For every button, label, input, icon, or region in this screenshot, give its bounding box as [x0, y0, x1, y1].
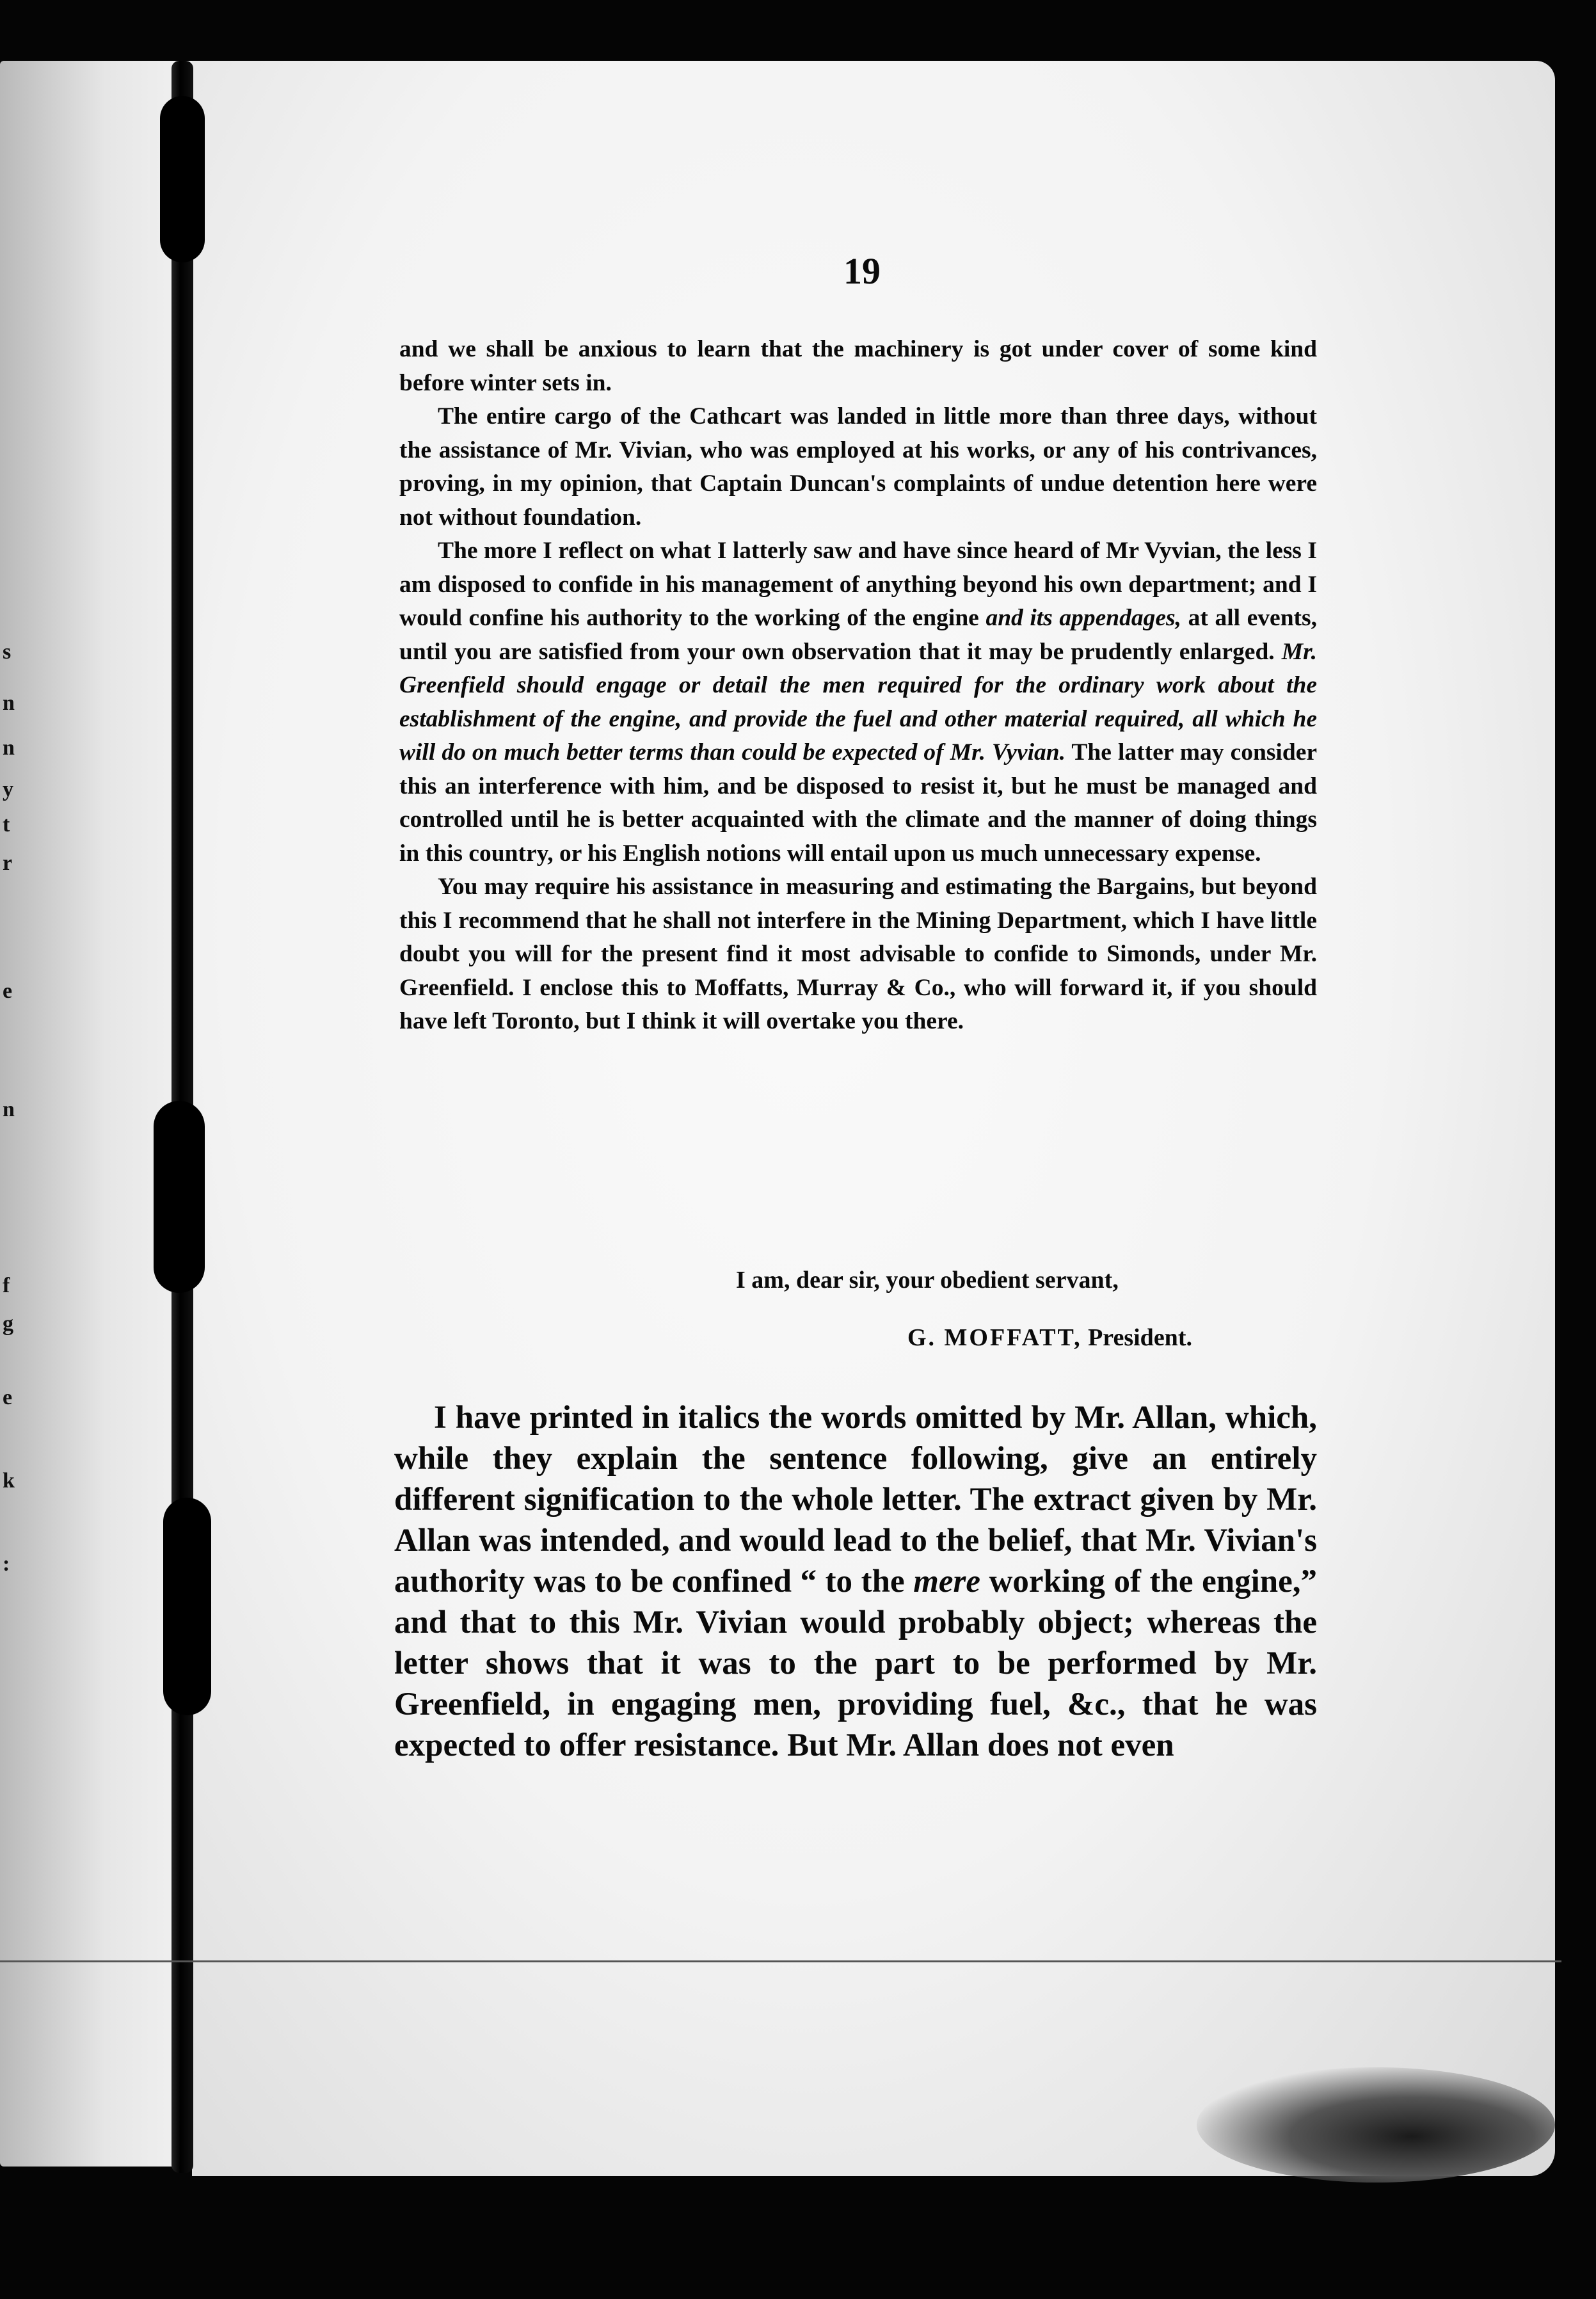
- scan-artifact-line: [0, 1960, 1561, 1962]
- left-fragment: n: [3, 691, 15, 715]
- page-stain: [1197, 2067, 1555, 2183]
- letter-closing: I am, dear sir, your obedient servant,: [736, 1267, 1119, 1294]
- signature-name: G. MOFFATT,: [907, 1324, 1082, 1351]
- letter-text: at all events, until you are satisfied from your own observation that it may be prudently enlarged.: [399, 605, 1318, 665]
- left-fragment: r: [3, 851, 13, 875]
- binding-knot-top: [160, 96, 205, 262]
- left-fragment: n: [3, 736, 15, 760]
- commentary-text: working of the engine,” and that to this Mr. Vivian would probably object; whereas the letter shows that it was to the part to be performed by Mr. Greenfield, in engaging men, providing fuel, &c., that he was expected to offer resistance. But Mr. Allan does not even: [394, 1564, 1318, 1763]
- letter-signature: [907, 1324, 1317, 1352]
- letter-paragraph-1: and we shall be anxious to learn that the machinery is got under cover of some kind before winter sets in.: [399, 336, 1317, 396]
- letter-body: [399, 333, 1317, 1039]
- letter-italic-text: and its appendages,: [986, 605, 1182, 631]
- left-fragment: e: [3, 1386, 13, 1409]
- commentary-paragraph: [394, 1397, 1317, 1766]
- commentary-body: [394, 1397, 1317, 1766]
- left-fragment: y: [3, 778, 13, 801]
- binding-knot-middle: [154, 1101, 205, 1293]
- letter-text: The more I reflect on what I latterly saw and have since heard of Mr Vyvian, the less I am disposed to confide in his management of anything beyond his own department; and I would confine his authority to the working of the engine: [399, 538, 1317, 631]
- commentary-italic-text: mere: [913, 1564, 980, 1599]
- letter-paragraph-3: [399, 534, 1317, 870]
- page-number: 19: [843, 250, 881, 292]
- letter-paragraph-4: You may require his assistance in measuring and estimating the Bargains, but beyond this I recommend that he shall not interfere in the Mining Department, which I have little doubt you will for the present find it most advisable to confide to Simonds, under Mr. Greenfield. I enclose this to Moffatts, Murray & Co., who will forward it, if you should have left Toronto, but I think it will overtake you there.: [399, 874, 1317, 1034]
- left-fragment: s: [3, 640, 12, 664]
- left-fragment: :: [3, 1552, 10, 1576]
- left-fragment: n: [3, 1098, 15, 1121]
- binding-knot-lower: [163, 1498, 211, 1715]
- letter-text: The latter may consider this an interference with him, and be disposed to resist it, but he must be managed and controlled until he is better acquainted with the climate and the manner of doing things in this country, or his English notions will entail upon us much unnecessary expense.: [399, 739, 1317, 867]
- left-fragment: f: [3, 1274, 10, 1297]
- left-fragment: k: [3, 1469, 15, 1493]
- left-page-text-fragments: [0, 61, 26, 2167]
- left-fragment: e: [3, 979, 13, 1003]
- letter-paragraph-2: The entire cargo of the Cathcart was landed in little more than three days, without the assistance of Mr. Vivian, who was employed at his works, or any of his contrivances, proving, in my opinion, that Captain Duncan's complaints of undue detention here were not without foundation.: [399, 403, 1317, 531]
- left-fragment: g: [3, 1312, 13, 1336]
- signature-title: President.: [1088, 1324, 1192, 1351]
- letter-italic-text: Mr. Greenfield should engage or detail the men required for the ordinary work about the establishment of the engine, and provide the fuel and other material required, all which he will do on much better terms than could be expected of Mr. Vyvian.: [399, 638, 1317, 765]
- commentary-text: I have printed in italics the words omitted by Mr. Allan, which, while they explain the sentence following, give an entirely different signification to the whole letter. The extract given by Mr. Allan was intended, and would lead to the belief, that Mr. Vivian's authority was to be confined “ to the: [394, 1400, 1317, 1599]
- left-fragment: t: [3, 813, 10, 837]
